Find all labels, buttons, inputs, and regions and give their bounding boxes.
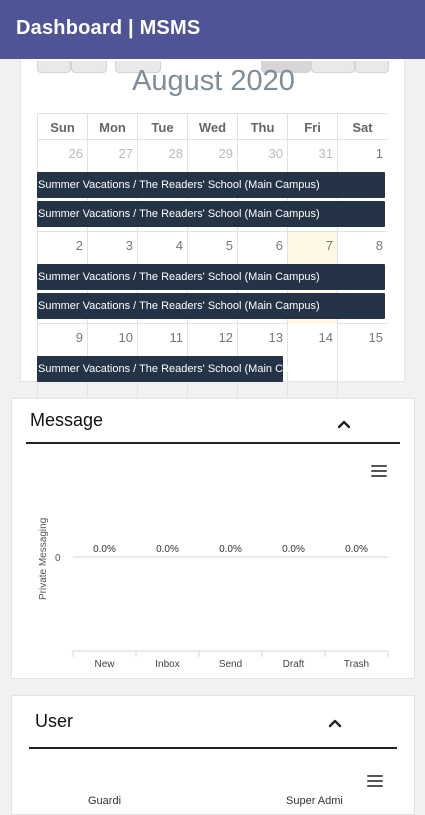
calendar-event[interactable]: Summer Vacations / The Readers' School (Main Campus) (37, 172, 385, 198)
weekday-fri: Fri (287, 114, 337, 141)
day-number[interactable]: 15 (368, 330, 383, 345)
calendar-event[interactable]: Summer Vacations / The Readers' School (Main Campus) (37, 201, 385, 227)
calendar-event[interactable]: Summer Vacations / The Readers' School (Main Campus) (37, 293, 385, 319)
day-number[interactable]: 13 (268, 330, 283, 345)
day-number[interactable]: 9 (75, 330, 83, 345)
x-tick-label-trash: Trash (343, 659, 370, 670)
day-number[interactable]: 27 (118, 146, 133, 161)
day-number[interactable]: 2 (75, 238, 83, 253)
user-panel (11, 695, 415, 815)
app-title: Dashboard | MSMS (16, 17, 201, 39)
weekday-tue: Tue (137, 114, 187, 141)
data-label-send: 0.0% (219, 544, 242, 555)
x-tick-label-send: Send (218, 659, 243, 670)
weekday-sat: Sat (337, 114, 387, 141)
data-label-trash: 0.0% (345, 544, 368, 555)
chevron-up-icon[interactable] (327, 717, 343, 729)
day-number[interactable]: 6 (275, 238, 283, 253)
day-number[interactable]: 31 (318, 146, 333, 161)
weekday-sun: Sun (37, 114, 87, 141)
message-panel-title: Message (30, 410, 104, 430)
day-number[interactable]: 10 (118, 330, 133, 345)
hamburger-menu-icon[interactable] (367, 775, 383, 789)
x-tick-label-inbox: Inbox (155, 659, 180, 670)
app-bar (0, 0, 425, 59)
data-label-inbox: 0.0% (156, 544, 179, 555)
chart-y-tick: 0 (55, 553, 61, 564)
user-panel-title: User (35, 711, 74, 731)
weekday-mon: Mon (87, 114, 137, 141)
calendar-event[interactable]: Summer Vacations / The Readers' School (Main Campus) (37, 356, 283, 382)
day-number[interactable]: 1 (375, 146, 383, 161)
day-number[interactable]: 12 (218, 330, 233, 345)
chart-y-axis-label: Private Messaging (38, 517, 49, 600)
day-number[interactable]: 30 (268, 146, 283, 161)
day-number[interactable]: 5 (225, 238, 233, 253)
day-number[interactable]: 4 (175, 238, 183, 253)
user-panel-header (29, 696, 397, 749)
x-tick-label-new: New (94, 659, 115, 670)
message-chart (12, 399, 416, 680)
calendar-event[interactable]: Summer Vacations / The Readers' School (Main Campus) (37, 264, 385, 290)
day-number[interactable]: 7 (325, 238, 333, 253)
data-label-draft: 0.0% (282, 544, 305, 555)
day-number[interactable]: 8 (375, 238, 383, 253)
day-number[interactable]: 29 (218, 146, 233, 161)
day-number[interactable]: 14 (318, 330, 333, 345)
calendar-card (20, 40, 405, 382)
day-number[interactable]: 11 (169, 330, 183, 345)
day-number[interactable]: 3 (125, 238, 133, 253)
day-number[interactable]: 26 (68, 146, 83, 161)
data-label-new: 0.0% (93, 544, 116, 555)
legend-item-super-admin[interactable]: Super Admi (286, 795, 343, 807)
x-tick-label-draft: Draft (282, 659, 305, 670)
day-number[interactable]: 28 (168, 146, 183, 161)
weekday-thu: Thu (237, 114, 287, 141)
weekday-header-row (37, 113, 387, 140)
calendar-month-title: August 2020 (132, 65, 295, 97)
weekday-wed: Wed (187, 114, 237, 141)
legend-item-guardian[interactable]: Guardi (88, 795, 122, 807)
message-panel (11, 398, 415, 679)
